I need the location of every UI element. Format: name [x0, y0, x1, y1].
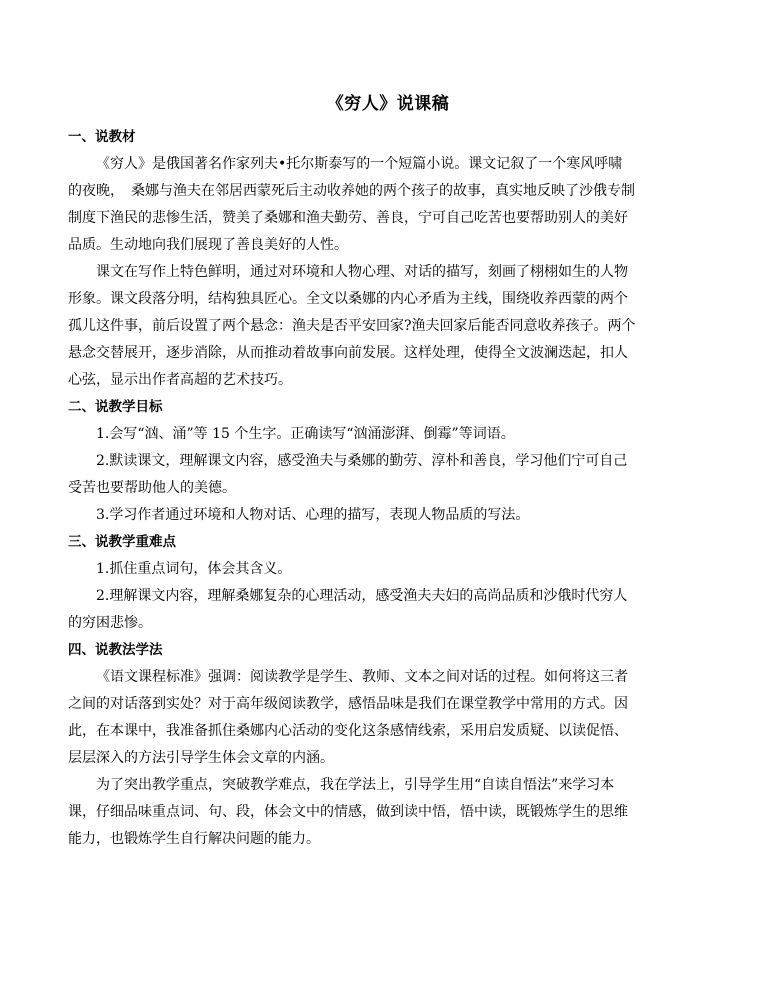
section-heading-key-difficulties: 三、说教学重难点 [68, 534, 176, 550]
paragraph-line: 能力，也锻炼学生自行解决问题的能力。 [68, 831, 320, 847]
section-heading-methods: 四、说教法学法 [68, 642, 163, 658]
paragraph-line: 悬念交替展开，逐步消除，从而推动着故事向前发展。这样处理，使得全文波澜迭起，扣人 [68, 345, 628, 361]
paragraph-line: 《语文课程标准》强调：阅读教学是学生、教师、文本之间对话的过程。如何将这三者 [96, 669, 628, 685]
paragraph-line: 品质。生动地向我们展现了善良美好的人性。 [68, 237, 348, 253]
paragraph-line: 制度下渔民的悲惨生活，赞美了桑娜和渔夫勤劳、善良，宁可自己吃苦也要帮助别人的美好 [68, 210, 628, 226]
document-body [68, 124, 708, 853]
paragraph-line: 形象。课文段落分明，结构独具匠心。全文以桑娜的内心矛盾为主线，围绕收养西蒙的两个 [68, 291, 628, 307]
goal-item: 2.默读课文，理解课文内容，感受渔夫与桑娜的勤劳、淳朴和善良，学习他们宁可自己 [96, 453, 628, 469]
section-heading-textbook: 一、说教材 [68, 129, 136, 145]
paragraph-line: 此，在本课中，我准备抓住桑娜内心活动的变化这条感情线索，采用启发质疑、以读促悟、 [68, 723, 628, 739]
paragraph-line: 孤儿这件事，前后设置了两个悬念：渔夫是否平安回家?渔夫回家后能否同意收养孩子。两个 [68, 318, 636, 334]
goal-item: 1.会写“汹、涌”等 15 个生字。正确读写“汹涌澎湃、倒霉”等词语。 [96, 426, 515, 442]
paragraph-line: 的夜晚， 桑娜与渔夫在邻居西蒙死后主动收养她的两个孩子的故事，真实地反映了沙俄专制 [68, 183, 635, 199]
paragraph-line: 心弦，显示出作者高超的艺术技巧。 [68, 372, 292, 388]
paragraph-line: 为了突出教学重点，突破教学难点，我在学法上，引导学生用“自读自悟法”来学习本 [96, 777, 615, 793]
difficulty-item: 1.抓住重点词句，体会其含义。 [96, 561, 292, 577]
difficulty-item-continued: 的穷困悲惨。 [68, 615, 152, 631]
paragraph-line: 课文在写作上特色鲜明，通过对环境和人物心理、对话的描写，刻画了栩栩如生的人物 [96, 264, 628, 280]
goal-item-continued: 受苦也要帮助他人的美德。 [68, 480, 236, 496]
difficulty-item: 2.理解课文内容，理解桑娜复杂的心理活动，感受渔夫夫妇的高尚品质和沙俄时代穷人 [96, 588, 628, 604]
paragraph-line: 课，仔细品味重点词、句、段，体会文中的情感，做到读中悟，悟中读，既锻炼学生的思维 [68, 804, 628, 820]
document-title: 《穷人》说课稿 [326, 94, 450, 114]
paragraph-line: 之间的对话落到实处？对于高年级阅读教学，感悟品味是我们在课堂教学中常用的方式。因 [68, 696, 628, 712]
section-heading-teaching-goals: 二、说教学目标 [68, 399, 163, 415]
paragraph-line: 层层深入的方法引导学生体会文章的内涵。 [68, 750, 334, 766]
goal-item: 3.学习作者通过环境和人物对话、心理的描写，表现人物品质的写法。 [96, 507, 530, 523]
paragraph-line: 《穷人》是俄国著名作家列夫•托尔斯泰写的一个短篇小说。课文记叙了一个寒风呼啸 [96, 156, 623, 172]
